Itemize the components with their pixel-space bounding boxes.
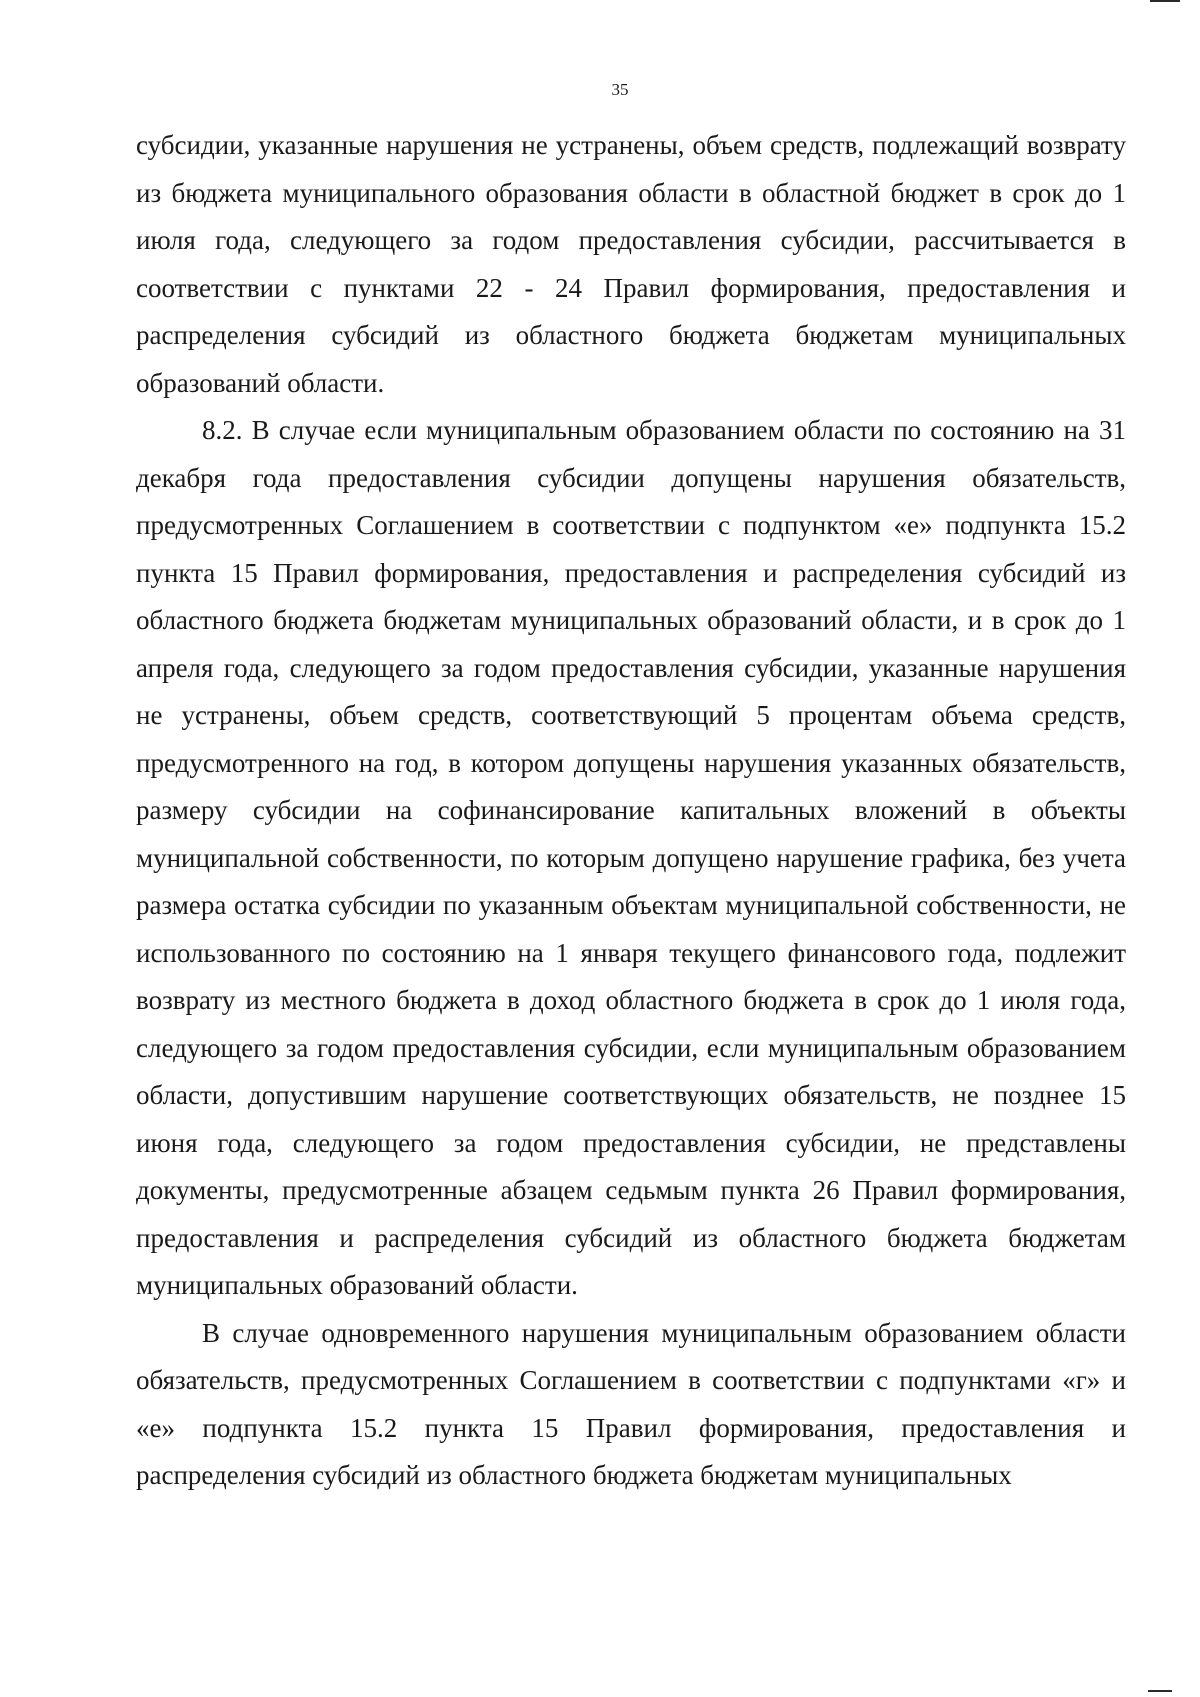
scan-artifact-bottom-right [1148, 1690, 1172, 1692]
document-body [136, 122, 1126, 1500]
paragraph-clause-8-2: 8.2. В случае если муниципальным образованием области по состоянию на 31 декабря года предоставления субсидии допущены нарушения обязательств, предусмотренных Соглашением в соответствии с подпунктом «е» подпункта 15.2 пункта 15 Правил формирования, предоставления и распределения субсидий из областного бюджета бюджетам муниципальных образований области, и в срок до 1 апреля года, следующего за годом предоставления субсидии, указанные нарушения не устранены, объем средств, соответствующий 5 процентам объема средств, предусмотренного на год, в котором допущены нарушения указанных обязательств, размеру субсидии на софинансирование капитальных вложений в объекты муниципальной собственности, по которым допущено нарушение графика, без учета размера остатка субсидии по указанным объектам муниципальной собственности, не использованного по состоянию на 1 января текущего финансового года, подлежит возврату из местного бюджета в доход областного бюджета в срок до 1 июля года, следующего за годом предоставления субсидии, если муниципальным образованием области, допустившим нарушение соответствующих обязательств, не позднее 15 июня года, следующего за годом предоставления субсидии, не представлены документы, предусмотренные абзацем седьмым пункта 26 Правил формирования, предоставления и распределения субсидий из областного бюджета бюджетам муниципальных образований области. [136, 415, 1126, 1300]
paragraph-continuation: субсидии, указанные нарушения не устранены, объем средств, подлежащий возврату из бюджета муниципального образования области в областной бюджет в срок до 1 июля года, следующего за годом предоставления субсидии, рассчитывается в соответствии с пунктами 22 - 24 Правил формирования, предоставления и распределения субсидий из областного бюджета бюджетам муниципальных образований области. [136, 130, 1126, 398]
paragraph-simultaneous-violation: В случае одновременного нарушения муниципальным образованием области обязательств, предусмотренных Соглашением в соответствии с подпунктами «г» и «е» подпункта 15.2 пункта 15 Правил формирования, предоставления и распределения субсидий из областного бюджета бюджетам муниципальных [136, 1317, 1126, 1490]
page-number: 35 [611, 80, 629, 99]
scan-artifact-top-right [1150, 0, 1180, 2]
